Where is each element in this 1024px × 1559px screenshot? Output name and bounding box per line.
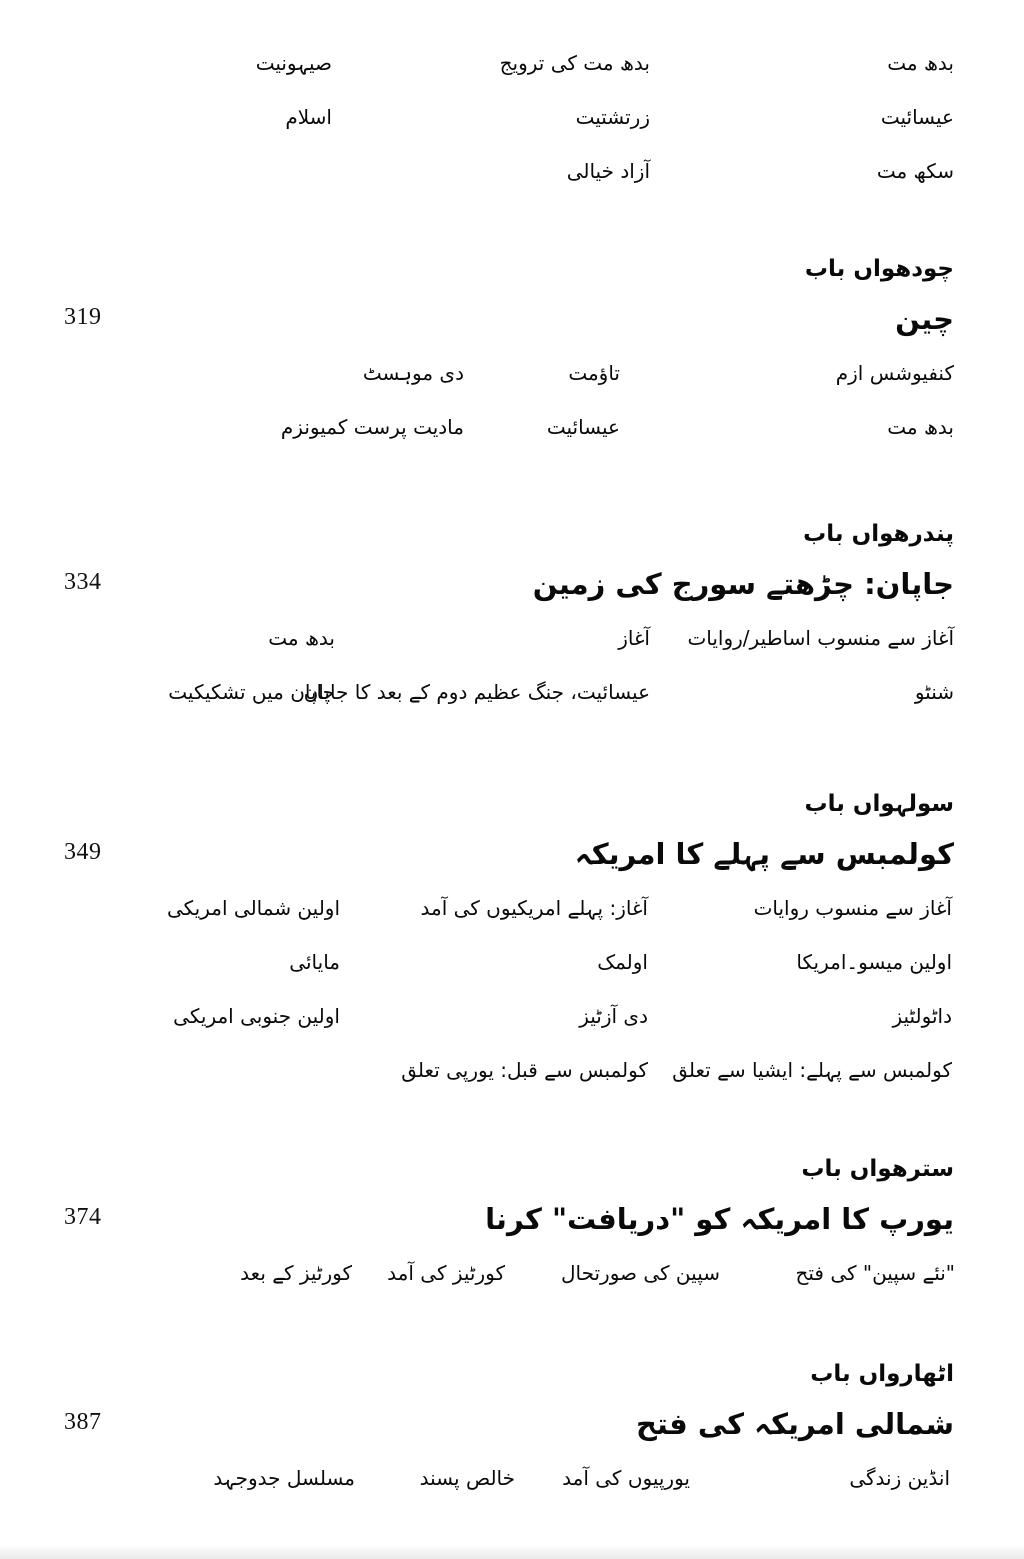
toc-row (0, 989, 1024, 1043)
toc-entry: مادیت پرست کمیونزم (280, 415, 464, 439)
toc-entry: صیہونیت (255, 51, 332, 75)
toc-entry: خالص پسند (419, 1466, 515, 1490)
page-scan-edge (0, 1545, 1024, 1559)
toc-entry: مایائی (289, 950, 340, 974)
toc-row (0, 1451, 1024, 1505)
chapter-heading: چودھواں باب (804, 256, 954, 282)
toc-entry: جاپان میں تشکیکیت (168, 680, 335, 704)
chapter-topics (0, 611, 1024, 719)
toc-entry: اولین میسو۔امریکا (796, 950, 952, 974)
chapter-topics (0, 346, 1024, 454)
toc-row (0, 935, 1024, 989)
chapter-topics (0, 1246, 1024, 1300)
toc-entry: انڈین زندگی (849, 1466, 950, 1490)
chapter-topics (0, 881, 1024, 1097)
page-number: 319 (64, 304, 102, 330)
toc-row (0, 1043, 1024, 1097)
chapter-heading: سولہواں باب (804, 791, 954, 817)
chapter-title-row (0, 829, 1024, 881)
chapter-title: یورپ کا امریکہ کو "دریافت" کرنا (485, 1202, 954, 1236)
toc-entry: کولمبس سے قبل: یورپی تعلق (401, 1058, 648, 1082)
chapter-heading: پندرھواں باب (803, 521, 954, 547)
toc-row (0, 881, 1024, 935)
page-number: 349 (64, 839, 102, 865)
toc-entry: اولین جنوبی امریکی (173, 1004, 340, 1028)
toc-entry: مسلسل جدوجہد (213, 1466, 355, 1490)
toc-entry: اولمک (597, 950, 648, 974)
chapter-block (0, 513, 1024, 719)
chapter-title: چین (895, 302, 954, 336)
toc-entry: "نئے سپین" کی فتح (795, 1261, 955, 1285)
toc-entry: کولمبس سے پہلے: ایشیا سے تعلق (672, 1058, 952, 1082)
toc-entry: عیسائیت، جنگ عظیم دوم کے بعد کا جاپان (303, 680, 650, 704)
toc-entry: شنٹو (914, 680, 954, 704)
toc-entry: زرتشتیت (575, 105, 650, 129)
chapter-title-row (0, 1399, 1024, 1451)
toc-entry: یورپیوں کی آمد (562, 1466, 690, 1490)
chapter-heading: اٹھارواں باب (810, 1361, 954, 1387)
toc-entry: بدھ مت (887, 51, 954, 75)
toc-entry: عیسائیت (546, 415, 620, 439)
toc-entry: تاؤمت (568, 361, 620, 385)
chapter-title: شمالی امریکہ کی فتح (636, 1407, 954, 1441)
toc-entry: کورٹیز کے بعد (240, 1261, 352, 1285)
chapter-title: جاپان: چڑھتے سورج کی زمین (532, 567, 954, 601)
toc-entry: داٹولٹیز (892, 1004, 952, 1028)
chapter-title-row (0, 1194, 1024, 1246)
toc-row (0, 400, 1024, 454)
toc-entry: آغاز سے منسوب روایات (753, 896, 952, 920)
toc-entry: اولین شمالی امریکی (166, 896, 340, 920)
toc-entry: اسلام (285, 105, 332, 129)
toc-entry: بدھ مت کی ترویج (499, 51, 650, 75)
toc-entry: سپین کی صورتحال (560, 1261, 720, 1285)
toc-entry: آغاز (618, 626, 650, 650)
chapter-block (0, 1353, 1024, 1505)
toc-entry: عیسائیت (880, 105, 954, 129)
toc-entry: کنفیوشس ازم (835, 361, 954, 385)
toc-continuation-rows (0, 36, 1024, 198)
toc-entry: بدھ مت (268, 626, 335, 650)
chapter-title-row (0, 294, 1024, 346)
toc-entry: بدھ مت (887, 415, 954, 439)
chapter-title-row (0, 559, 1024, 611)
chapter-block (0, 783, 1024, 1097)
page-number: 334 (64, 569, 102, 595)
toc-entry: آزاد خیالی (566, 159, 650, 183)
toc-row (0, 611, 1024, 665)
toc-row (0, 144, 1024, 198)
chapter-heading: سترھواں باب (801, 1156, 954, 1182)
toc-entry: آغاز: پہلے امریکیوں کی آمد (420, 896, 648, 920)
toc-row (0, 90, 1024, 144)
chapter-title: کولمبس سے پہلے کا امریکہ (574, 837, 954, 871)
chapter-block (0, 1148, 1024, 1300)
chapter-block (0, 248, 1024, 454)
toc-entry: آغاز سے منسوب اساطیر/روایات (687, 626, 954, 650)
toc-entry: دی موہسٹ (362, 361, 464, 385)
toc-row (0, 346, 1024, 400)
chapter-topics (0, 1451, 1024, 1505)
toc-row (0, 1246, 1024, 1300)
toc-entry: کورٹیز کی آمد (387, 1261, 505, 1285)
toc-row (0, 36, 1024, 90)
toc-entry: دی آزٹیز (579, 1004, 648, 1028)
toc-entry: سکھ مت (876, 159, 954, 183)
page-number: 387 (64, 1409, 102, 1435)
page-number: 374 (64, 1204, 102, 1230)
toc-row (0, 665, 1024, 719)
